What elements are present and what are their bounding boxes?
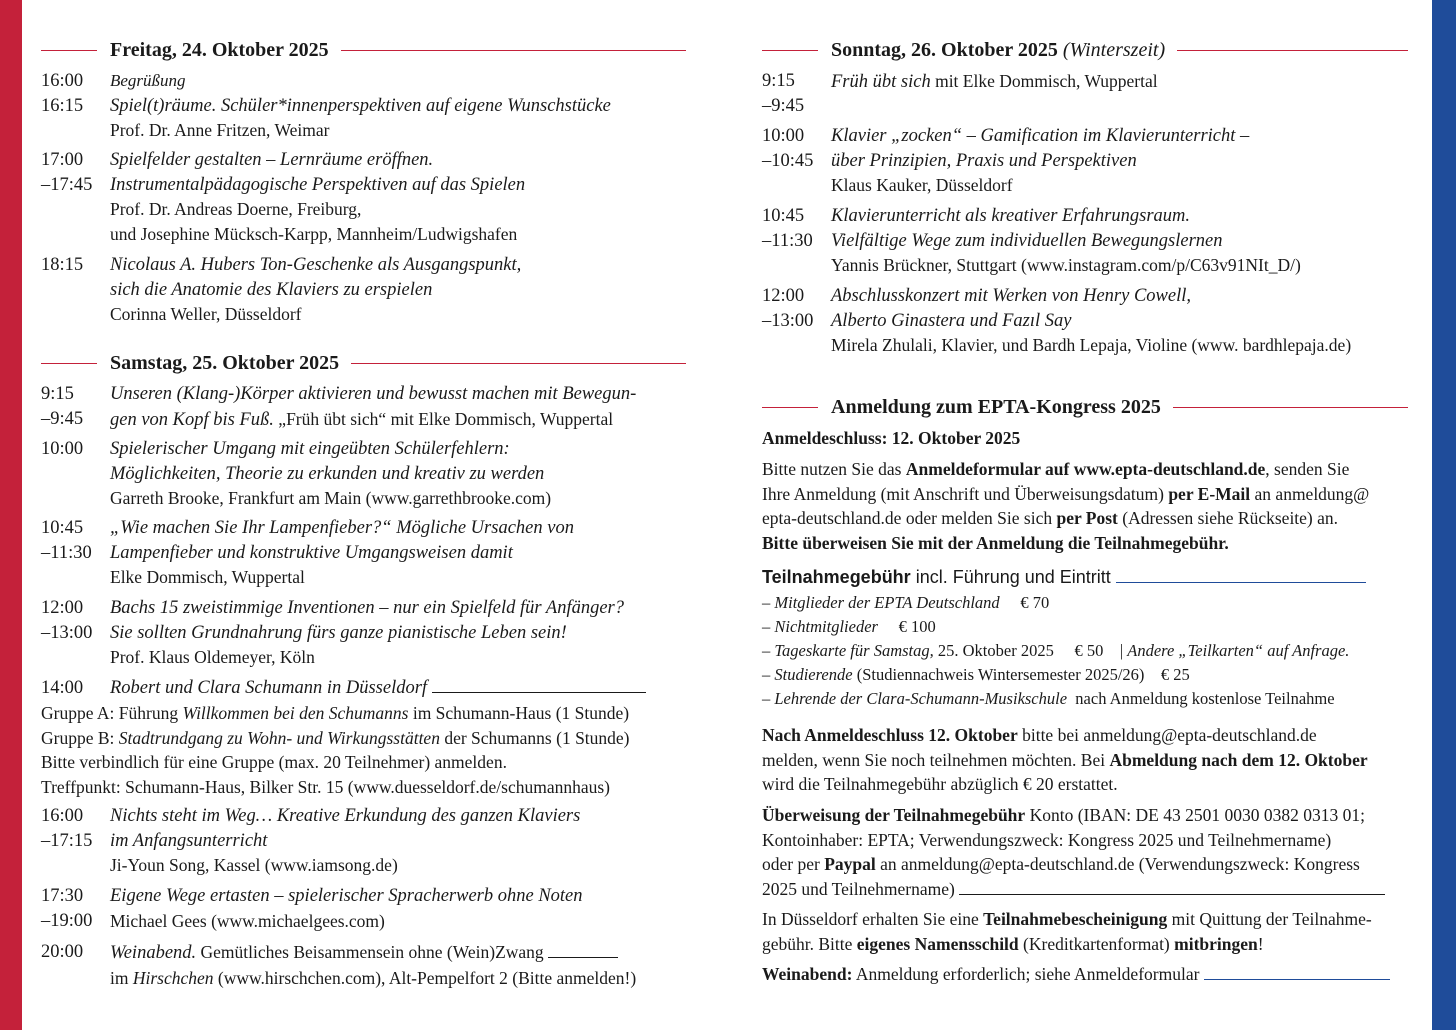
payment-info: Überweisung der Teilnahmegebühr Konto (IBAN: DE 43 2501 0030 0382 0313 01; Kontoinhaber: EPTA; Verwendungszweck: Kongress 2025 und Teilnehmername) oder per Paypal an anmeldung@epta-deutschland.de (Verwendungszweck: Kongress 2025 und Teilnehmername) [762, 803, 1408, 901]
fee-list [762, 591, 1408, 711]
event-saturday-5: 14:00 Robert und Clara Schumann in Düsseldorf [41, 676, 686, 701]
registration-heading: Anmeldung zum EPTA-Kongress 2025 [762, 394, 1408, 420]
late-registration-note: Nach Anmeldeschluss 12. Oktober bitte bei anmeldung@epta-deutschland.de melden, wenn Sie noch teilnehmen möchten. Bei Abmeldung nach dem 12. Oktober wird die Teilnahmegebühr abzüglich € 20 erstattet. [762, 725, 1368, 794]
fee-heading: Teilnahmegebühr incl. Führung und Eintritt [762, 565, 1408, 590]
left-color-stripe [0, 0, 22, 1030]
event-saturday-6: 16:00 –17:15 Nichts steht im Weg… Kreative Erkundung des ganzen Klaviers im Anfangsunterricht Ji-Youn Song, Kassel (www.iamsong.de) [41, 806, 581, 875]
certificate-info: In Düsseldorf erhalten Sie eine Teilnahmebescheinigung mit Quittung der Teilnahme- gebühr. Bitte eigenes Namensschild (Kreditkartenformat) mitbringen! [762, 909, 1372, 954]
event-saturday-8: 20:00 Weinabend. Gemütliches Beisammensein ohne (Wein)Zwang im Hirschchen (www.hirschchen.com), Alt-Pempelfort 2 (Bitte anmelden!) [41, 942, 637, 988]
sunday-heading: Sonntag, 26. Oktober 2025 (Winterszeit) [762, 37, 1408, 63]
event-saturday-7: 17:30 –19:00 Eigene Wege ertasten – spielerischer Spracherwerb ohne Noten Michael Gees (www.michaelgees.com) [41, 886, 583, 931]
registration-deadline: Anmeldeschluss: 12. Oktober 2025 [762, 428, 1021, 448]
event-friday-2: 17:00 –17:45 Spielfelder gestalten – Lernräume eröffnen. Instrumentalpädagogische Perspektiven auf das Spielen Prof. Dr. Andreas Doerne, Freiburg, und Josephine Mücksch-Karpp, Mannheim/Ludwigshafen [41, 150, 526, 244]
event-friday-3: 18:15 Nicolaus A. Hubers Ton-Geschenke als Ausgangspunkt, sich die Anatomie des Klaviers zu erspielen Corinna Weller, Düsseldorf [41, 255, 522, 324]
fee-item: – Lehrende der Clara-Schumann-Musikschule nach Anmeldung kostenlose Teilnahme [762, 689, 1335, 708]
friday-heading: Freitag, 24. Oktober 2025 [41, 37, 686, 63]
saturday-heading: Samstag, 25. Oktober 2025 [41, 350, 686, 376]
fee-item: – Tageskarte für Samstag, 25. Oktober 2025 € 50 | Andere „Teilkarten“ auf Anfrage. [762, 641, 1350, 660]
event-sunday-1: 9:15 –9:45 Früh übt sich mit Elke Dommisch, Wuppertal [762, 71, 1158, 116]
event-sunday-3: 10:45 –11:30 Klavierunterricht als kreativer Erfahrungsraum. Vielfältige Wege zum individuellen Bewegungslernen Yannis Brückner, Stuttgart (www.instagram.com/p/C63v91NIt_D/) [762, 206, 1301, 275]
event-sunday-2: 10:00 –10:45 Klavier „zocken“ – Gamification im Klavierunterricht – über Prinzipien, Praxis und Perspektiven Klaus Kauker, Düsseldorf [762, 126, 1250, 195]
right-color-stripe [1432, 0, 1456, 1030]
event-friday-1: 16:00 16:15 Begrüßung Spiel(t)räume. Schüler*innenperspektiven auf eigene Wunschstücke Prof. Dr. Anne Fritzen, Weimar [41, 71, 611, 140]
registration-instructions: Bitte nutzen Sie das Anmeldeformular auf www.epta-deutschland.de, senden Sie Ihre Anmeldung (mit Anschrift und Überweisungsdatum) per E-Mail an anmeldung@ epta-deutschland.de oder melden Sie sich per Post (Adressen siehe Rückseite) an. Bitte überweisen Sie mit der Anmeldung die Teilnahmegebühr. [762, 459, 1370, 553]
wine-evening-note: Weinabend: Anmeldung erforderlich; siehe Anmeldeformular [762, 962, 1408, 987]
fee-item: – Mitglieder der EPTA Deutschland € 70 [762, 593, 1050, 612]
fee-item: – Nichtmitglieder € 100 [762, 617, 936, 636]
event-saturday-2: 10:00 Spielerischer Umgang mit eingeübten Schülerfehlern: Möglichkeiten, Theorie zu erkunden und kreativ zu werden Garreth Brooke, Frankfurt am Main (www.garrethbrooke.com) [41, 439, 552, 508]
event-saturday-3: 10:45 –11:30 „Wie machen Sie Ihr Lampenfieber?“ Mögliche Ursachen von Lampenfieber und konstruktive Umgangsweisen damit Elke Dommisch, Wuppertal [41, 518, 574, 587]
event-sunday-4: 12:00 –13:00 Abschlusskonzert mit Werken von Henry Cowell, Alberto Ginastera und Fazıl Say Mirela Zhulali, Klavier, und Bardh Lepaja, Violine (www. bardhlepaja.de) [762, 286, 1352, 355]
fee-item: – Studierende (Studiennachweis Wintersemester 2025/26) € 25 [762, 665, 1190, 684]
event-saturday-4: 12:00 –13:00 Bachs 15 zweistimmige Inventionen – nur ein Spielfeld für Anfänger? Sie sollten Grundnahrung fürs ganze pianistische Leben sein! Prof. Klaus Oldemeyer, Köln [41, 598, 624, 667]
event-saturday-1: 9:15 –9:45 Unseren (Klang-)Körper aktivieren und bewusst machen mit Bewegun- gen von Kopf bis Fuß. „Früh übt sich“ mit Elke Dommisch, Wuppertal [41, 384, 637, 430]
schumann-details: Gruppe A: Führung Willkommen bei den Schumanns im Schumann-Haus (1 Stunde) Gruppe B: Stadtrundgang zu Wohn- und Wirkungsstätten der Schumanns (1 Stunde) Bitte verbindlich für eine Gruppe (max. 20 Teilnehmer) anmelden. Treffpunkt: Schumann-Haus, Bilker Str. 15 (www.duesseldorf.de/schumannhaus) [41, 703, 630, 797]
